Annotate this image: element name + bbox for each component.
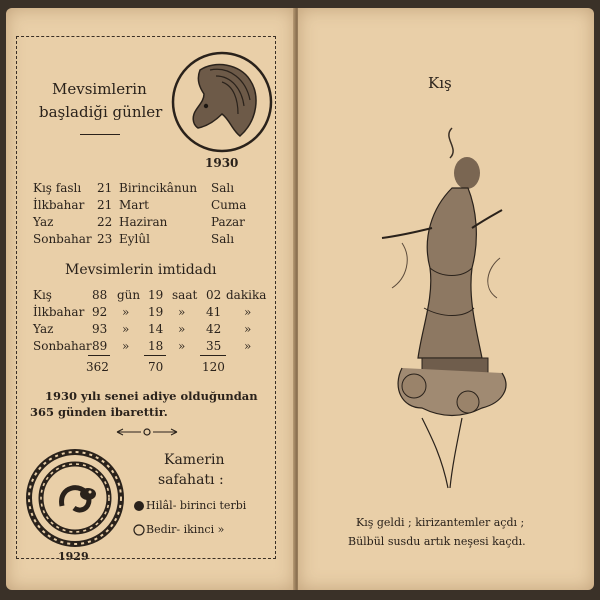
snake-ouroboros-icon xyxy=(22,446,128,550)
sum-rule-minutes xyxy=(200,355,226,356)
season-weekday: Cuma xyxy=(211,198,247,212)
sum-rule-hours xyxy=(144,355,166,356)
ditto-mark: » xyxy=(178,305,186,319)
duration-hours: 18 xyxy=(148,339,164,353)
duration-days: 89 xyxy=(92,339,108,353)
moon-title-line1: Kamerin xyxy=(164,452,225,468)
unit-hour: saat xyxy=(172,288,198,302)
horse-medallion-icon xyxy=(170,50,274,154)
moon-title-line2: safahatı : xyxy=(158,472,224,488)
sum-rule-days xyxy=(88,355,110,356)
season-name: Yaz xyxy=(33,215,54,229)
full-moon-icon xyxy=(133,524,145,536)
season-day: 23 xyxy=(97,232,113,246)
ditto-mark: » xyxy=(244,339,252,353)
duration-minutes: 41 xyxy=(206,305,222,319)
ditto-mark: » xyxy=(122,339,130,353)
season-month: Mart xyxy=(119,198,149,212)
ditto-mark: » xyxy=(244,322,252,336)
year-label-bottom: 1929 xyxy=(58,550,89,563)
year-label-top: 1930 xyxy=(205,156,239,170)
new-moon-icon xyxy=(133,500,145,512)
season-day: 21 xyxy=(97,198,113,212)
poem-line2: Bülbül susdu artık neşesi kaçdı. xyxy=(348,535,526,548)
ditto-mark: » xyxy=(244,305,252,319)
duration-days: 93 xyxy=(92,322,108,336)
season-weekday: Pazar xyxy=(211,215,245,229)
moon-phase-line1: Hilâl- birinci terbi xyxy=(146,499,247,512)
year-note-line1: 1930 yılı senei adiye olduğundan xyxy=(45,389,258,403)
season-month: Birincikânun xyxy=(119,181,198,195)
divider-ornament-icon xyxy=(115,426,179,438)
title-ornament-rule xyxy=(80,134,120,135)
duration-hours: 14 xyxy=(148,322,164,336)
duration-minutes: 02 xyxy=(206,288,222,302)
year-note-line2: 365 günden ibarettir. xyxy=(30,405,168,419)
duration-season: İlkbahar xyxy=(33,305,85,319)
seasons-title-line1: Mevsimlerin xyxy=(52,80,147,98)
seasons-title-line2: başladiği günler xyxy=(39,103,163,121)
duration-season: Yaz xyxy=(33,322,54,336)
ditto-mark: » xyxy=(122,305,130,319)
ditto-mark: » xyxy=(122,322,130,336)
duration-days: 88 xyxy=(92,288,108,302)
season-month: Eylûl xyxy=(119,232,150,246)
duration-hours: 19 xyxy=(148,288,164,302)
season-name: Sonbahar xyxy=(33,232,92,246)
season-name: Kış faslı xyxy=(33,181,82,195)
season-weekday: Salı xyxy=(211,181,235,195)
duration-season: Sonbahar xyxy=(33,339,92,353)
season-month: Haziran xyxy=(119,215,168,229)
season-day: 22 xyxy=(97,215,113,229)
total-minutes: 120 xyxy=(202,360,225,374)
season-day: 21 xyxy=(97,181,113,195)
ditto-mark: » xyxy=(178,322,186,336)
duration-hours: 19 xyxy=(148,305,164,319)
ditto-mark: » xyxy=(178,339,186,353)
unit-minute: dakika xyxy=(226,288,267,302)
total-days: 362 xyxy=(86,360,109,374)
winter-allegory-illustration xyxy=(372,118,522,498)
winter-title: Kış xyxy=(428,74,452,92)
duration-minutes: 35 xyxy=(206,339,222,353)
duration-title: Mevsimlerin imtidadı xyxy=(65,262,217,278)
duration-days: 92 xyxy=(92,305,108,319)
duration-season: Kış xyxy=(33,288,52,302)
duration-minutes: 42 xyxy=(206,322,222,336)
poem-line1: Kış geldi ; kirizantemler açdı ; xyxy=(356,516,525,529)
season-weekday: Salı xyxy=(211,232,235,246)
unit-day: gün xyxy=(117,288,141,302)
total-hours: 70 xyxy=(148,360,164,374)
season-name: İlkbahar xyxy=(33,198,85,212)
moon-phase-line2: Bedir- ikinci » xyxy=(146,523,225,536)
